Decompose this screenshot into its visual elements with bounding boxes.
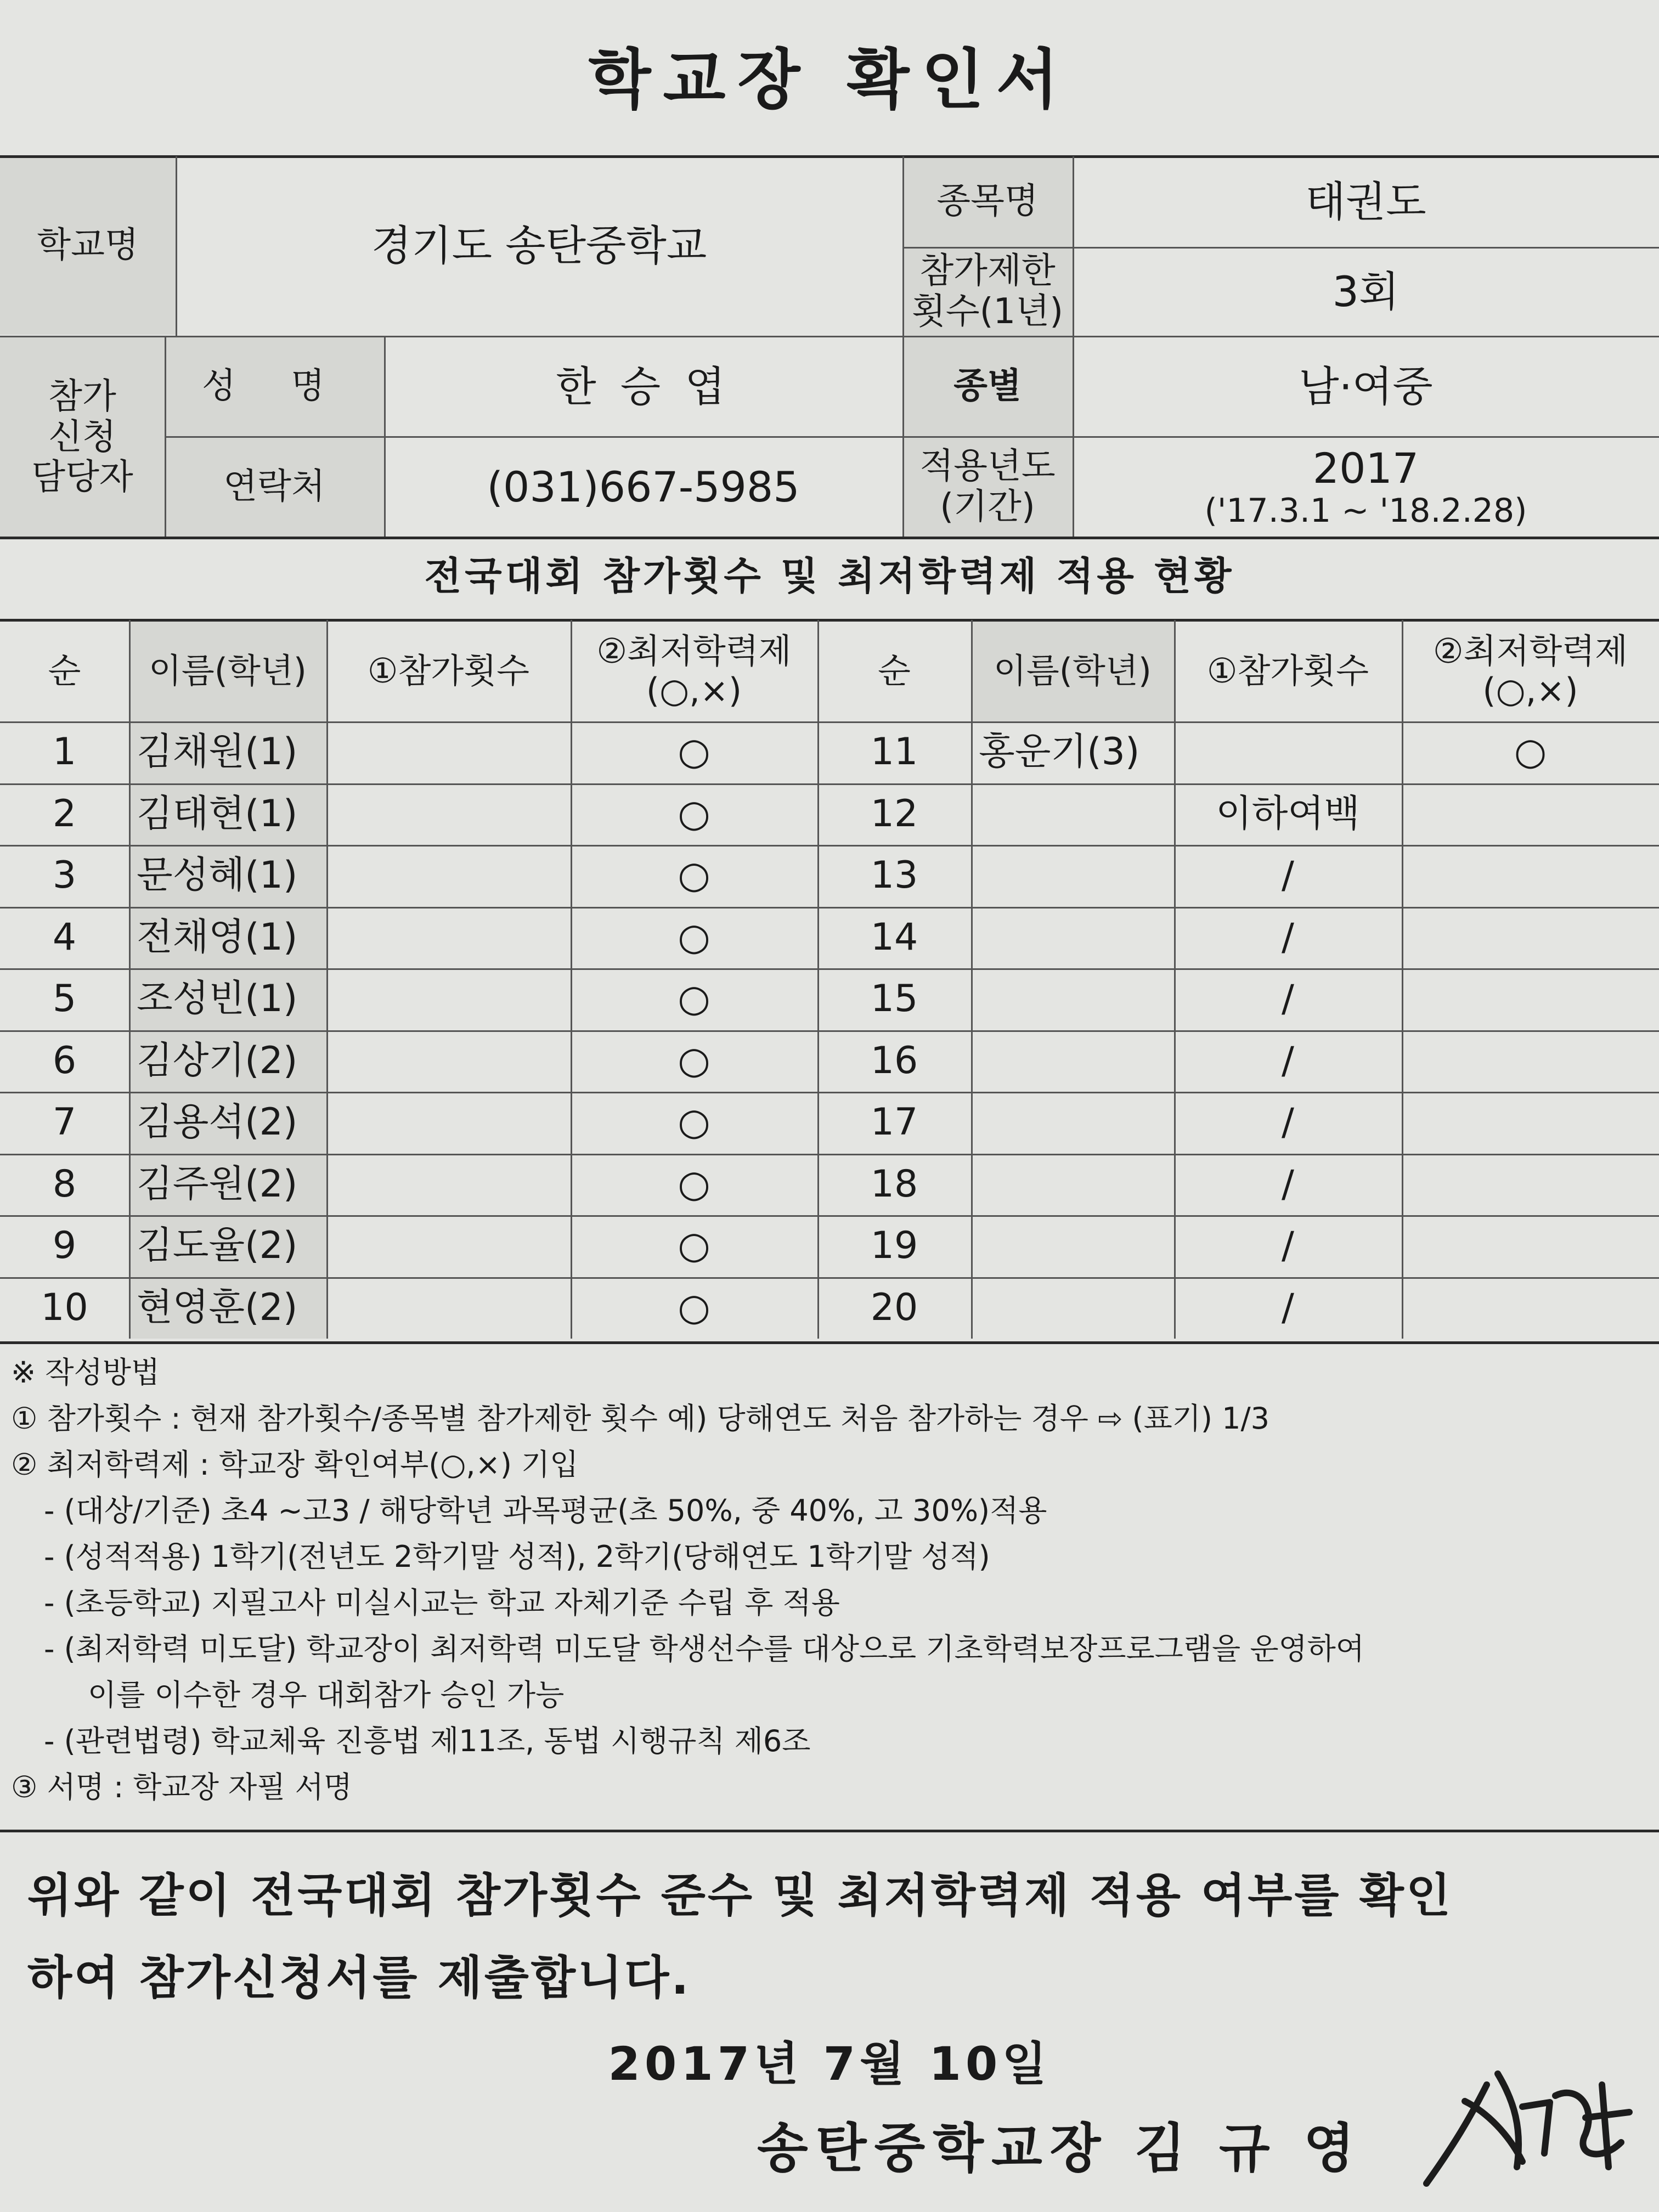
event-label: 종목명 (936, 180, 1039, 222)
info-bottom-border (0, 537, 1659, 539)
name-value: 한 승 엽 (556, 362, 731, 411)
cell-min (1402, 1154, 1659, 1216)
cell-seq: 17 (870, 1101, 918, 1144)
name-label: 성 명 (202, 366, 347, 407)
header-seq-left: 순 (48, 650, 81, 691)
cell-min (1402, 1277, 1659, 1339)
cell-name (971, 1277, 1174, 1339)
cell-seq: 11 (870, 730, 918, 774)
header-min-right (1402, 620, 1659, 721)
applicant-label-line1: 참가 (48, 376, 116, 417)
cell-min (1402, 1215, 1659, 1277)
category-value: 남·여중 (1299, 362, 1433, 411)
cell-count: / (1282, 977, 1294, 1021)
cell-seq: 3 (52, 854, 77, 898)
cell-seq: 19 (870, 1224, 918, 1268)
cell-name: 김도율(2) (137, 1224, 298, 1268)
header-name-right: 이름(학년) (994, 650, 1152, 691)
cell-min: ○ (678, 1162, 710, 1206)
note-line: - (성적적용) 1학기(전년도 2학기말 성적), 2학기(당해연도 1학기말 성적) (44, 1539, 990, 1574)
cell-seq: 8 (52, 1162, 77, 1206)
header-min-line1: ②최저학력제 (1432, 631, 1628, 672)
note-line: 이를 이수한 경우 대회참가 승인 가능 (88, 1678, 565, 1712)
header-seq-right: 순 (878, 650, 911, 691)
cell-seq: 14 (870, 915, 918, 959)
cell-name (971, 1215, 1174, 1277)
cell-count: / (1282, 1285, 1294, 1329)
year-label-line2: (기간) (940, 487, 1035, 527)
note-line: ③ 서명 : 학교장 자필 서명 (11, 1770, 352, 1804)
header-count-left: ①참가횟수 (367, 650, 530, 691)
applicant-label (0, 337, 165, 538)
cell-seq: 10 (41, 1285, 88, 1329)
cell-seq: 16 (870, 1039, 918, 1082)
cell-seq: 18 (870, 1162, 918, 1206)
cell-min: ○ (678, 1101, 710, 1144)
cell-count (326, 907, 571, 969)
note-line: - (초등학교) 지필고사 미실시교는 학교 자체기준 수립 후 적용 (44, 1585, 840, 1620)
cell-min: ○ (678, 854, 710, 898)
cell-seq: 9 (52, 1224, 77, 1268)
limit-label (902, 248, 1073, 336)
note-line: - (대상/기준) 초4 ~고3 / 해당학년 과목평균(초 50%, 중 40%, 고 30%)적용 (44, 1493, 1047, 1528)
cell-min (1402, 1092, 1659, 1154)
cell-count: / (1282, 1162, 1294, 1206)
limit-label-line1: 참가제한 (919, 251, 1056, 292)
cell-name (971, 783, 1174, 845)
cell-min: ○ (678, 977, 710, 1021)
cell-name: 김주원(2) (137, 1162, 298, 1206)
cell-name: 조성빈(1) (137, 977, 298, 1021)
cell-min (1402, 907, 1659, 969)
year-label (902, 438, 1073, 537)
school-value: 경기도 송탄중학교 (371, 221, 707, 270)
contact-value: (031)667-5985 (487, 462, 800, 512)
cell-name: 김채원(1) (137, 730, 298, 774)
header-min-line1: ②최저학력제 (596, 631, 792, 672)
note-line: - (관련법령) 학교체육 진흥법 제11조, 동법 시행규칙 제6조 (44, 1724, 811, 1758)
note-line: - (최저학력 미도달) 학교장이 최저학력 미도달 학생선수를 대상으로 기초학력보장프로그램을 운영하여 (44, 1632, 1364, 1666)
cell-name (971, 968, 1174, 1030)
cell-seq: 20 (870, 1285, 918, 1329)
cell-min: ○ (678, 792, 710, 836)
cell-count: 이하여백 (1216, 792, 1360, 836)
cell-count: / (1282, 1039, 1294, 1082)
applicant-label-line3: 담당자 (31, 457, 133, 498)
cell-count (326, 1277, 571, 1339)
cell-min: ○ (678, 730, 710, 774)
cell-min: ○ (678, 1285, 710, 1329)
declaration (27, 1854, 1640, 2019)
cell-count: / (1282, 1101, 1294, 1144)
cell-seq: 1 (52, 730, 77, 774)
cell-min (1402, 783, 1659, 845)
cell-min (1402, 1030, 1659, 1092)
principal-name: 송탄중학교장 김 규 영 (757, 2118, 1362, 2179)
cell-seq: 2 (52, 792, 77, 836)
cell-count (326, 1030, 571, 1092)
cell-count: / (1282, 854, 1294, 898)
cell-seq: 4 (52, 915, 77, 959)
cell-min: ○ (678, 1039, 710, 1082)
cell-seq: 6 (52, 1039, 77, 1082)
cell-name (971, 1154, 1174, 1216)
cell-name (971, 845, 1174, 907)
cell-name (971, 1030, 1174, 1092)
cell-count (326, 783, 571, 845)
year-label-line1: 적용년도 (919, 446, 1056, 487)
note-line: ② 최저학력제 : 학교장 확인여부(○,×) 기입 (11, 1447, 579, 1482)
cell-count (326, 721, 571, 783)
header-name-left: 이름(학년) (149, 650, 307, 691)
cell-name: 김상기(2) (137, 1039, 298, 1082)
declaration-line1: 위와 같이 전국대회 참가횟수 준수 및 최저학력제 적용 여부를 확인 (27, 1869, 1453, 1922)
cell-count (326, 1092, 571, 1154)
header-min-line2: (○,×) (1482, 670, 1578, 710)
cell-count (326, 845, 571, 907)
cell-name: 김용석(2) (137, 1101, 298, 1144)
cell-count (326, 1154, 571, 1216)
school-label: 학교명 (37, 224, 139, 266)
cell-count: / (1282, 1224, 1294, 1268)
cell-count (1174, 721, 1402, 783)
cell-count (326, 1215, 571, 1277)
cell-min (1402, 845, 1659, 907)
cell-name: 전채영(1) (137, 915, 298, 959)
cell-seq: 5 (52, 977, 77, 1021)
document-title: 학교장 확인서 (588, 42, 1071, 117)
cell-name: 홍운기(3) (979, 730, 1140, 774)
header-min-left (571, 620, 817, 721)
year-value: 2017 (1312, 443, 1419, 493)
applicant-label-line2: 신청 (48, 416, 116, 458)
cell-seq: 12 (870, 792, 918, 836)
cell-count: / (1282, 915, 1294, 959)
document-date: 2017년 7월 10일 (608, 2037, 1051, 2091)
cell-min (1402, 968, 1659, 1030)
note-line: ※ 작성방법 (11, 1355, 160, 1390)
cell-name: 현영훈(2) (137, 1285, 298, 1329)
cell-name (971, 1092, 1174, 1154)
principal-signature (1404, 2052, 1646, 2205)
declaration-line2: 하여 참가신청서를 제출합니다. (27, 1951, 691, 2005)
table-subtitle: 전국대회 참가횟수 및 최저학력제 적용 현황 (424, 553, 1235, 599)
notes-bottom-border (0, 1830, 1659, 1832)
cell-seq: 13 (870, 854, 918, 898)
header-min-line2: (○,×) (646, 670, 742, 710)
contact-label: 연락처 (223, 466, 325, 507)
category-label: 종별 (953, 366, 1022, 407)
cell-seq: 7 (52, 1101, 77, 1144)
cell-name: 김태현(1) (137, 792, 298, 836)
period-value: ('17.3.1 ~ '18.2.28) (1204, 492, 1527, 531)
notes-section (11, 1350, 1651, 1810)
cell-min: ○ (678, 1224, 710, 1268)
table-bottom-border (0, 1341, 1659, 1344)
cell-count (326, 968, 571, 1030)
limit-label-line2: 횟수(1년) (911, 291, 1064, 332)
note-line: ① 참가횟수 : 현재 참가횟수/종목별 참가제한 횟수 예) 당해연도 처음 참가하는 경우 ⇨ (표기) 1/3 (11, 1401, 1270, 1436)
cell-name: 문성혜(1) (137, 854, 298, 898)
cell-min: ○ (678, 915, 710, 959)
header-count-right: ①참가횟수 (1206, 650, 1369, 691)
cell-min: ○ (1514, 730, 1547, 774)
cell-seq: 15 (870, 977, 918, 1021)
cell-name (971, 907, 1174, 969)
limit-value: 3회 (1332, 267, 1400, 317)
year-value-cell (1073, 438, 1659, 537)
event-value: 태권도 (1305, 177, 1426, 226)
